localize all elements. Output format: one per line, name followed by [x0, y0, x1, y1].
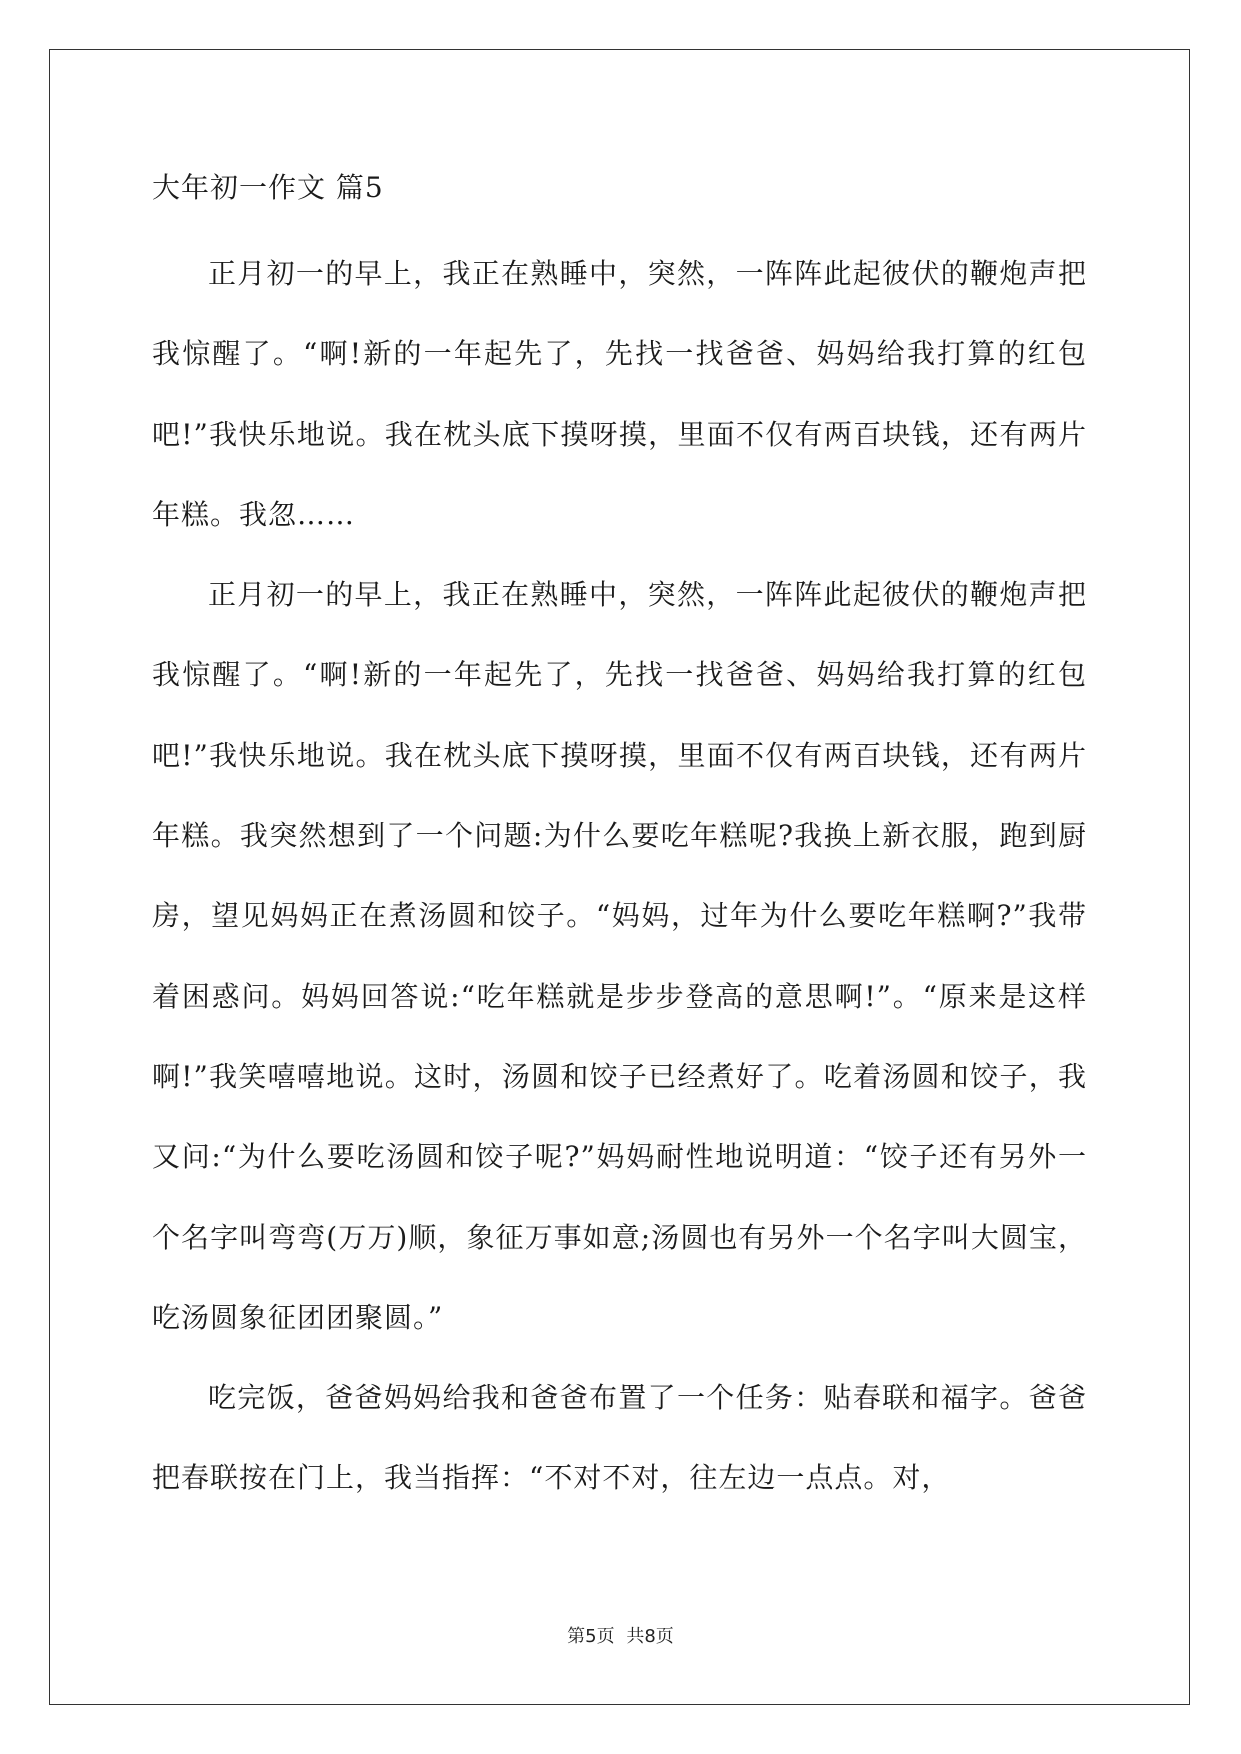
paragraph-1: 正月初一的早上，我正在熟睡中，突然，一阵阵此起彼伏的鞭炮声把我惊醒了。“啊!新的一年起先了，先找一找爸爸、妈妈给我打算的红包吧!”我快乐地说。我在枕头底下摸呀摸，里面不仅有两百块钱，还有两片年糕。我忽……	[152, 257, 1087, 531]
section-title: 大年初一作文 篇5	[152, 171, 384, 204]
paragraph-3: 吃完饭，爸爸妈妈给我和爸爸布置了一个任务：贴春联和福字。爸爸把春联按在门上，我当指挥：“不对不对，往左边一点点。对，	[152, 1381, 1087, 1495]
paragraph-2: 正月初一的早上，我正在熟睡中，突然，一阵阵此起彼伏的鞭炮声把我惊醒了。“啊!新的一年起先了，先找一找爸爸、妈妈给我打算的红包吧!”我快乐地说。我在枕头底下摸呀摸，里面不仅有两百块钱，还有两片年糕。我突然想到了一个问题:为什么要吃年糕呢?我换上新衣服，跑到厨房，望见妈妈正在煮汤圆和饺子。“妈妈，过年为什么要吃年糕啊?”我带着困惑问。妈妈回答说:“吃年糕就是步步登高的意思啊!”。“原来是这样啊!”我笑嘻嘻地说。这时，汤圆和饺子已经煮好了。吃着汤圆和饺子，我又问:“为什么要吃汤圆和饺子呢?”妈妈耐性地说明道：“饺子还有另外一个名字叫弯弯(万万)顺，象征万事如意;汤圆也有另外一个名字叫大圆宝，吃汤圆象征团团聚圆。”	[152, 578, 1087, 1334]
document-body	[152, 168, 1087, 1519]
page-number-footer: 第5页 共8页	[567, 1626, 674, 1647]
